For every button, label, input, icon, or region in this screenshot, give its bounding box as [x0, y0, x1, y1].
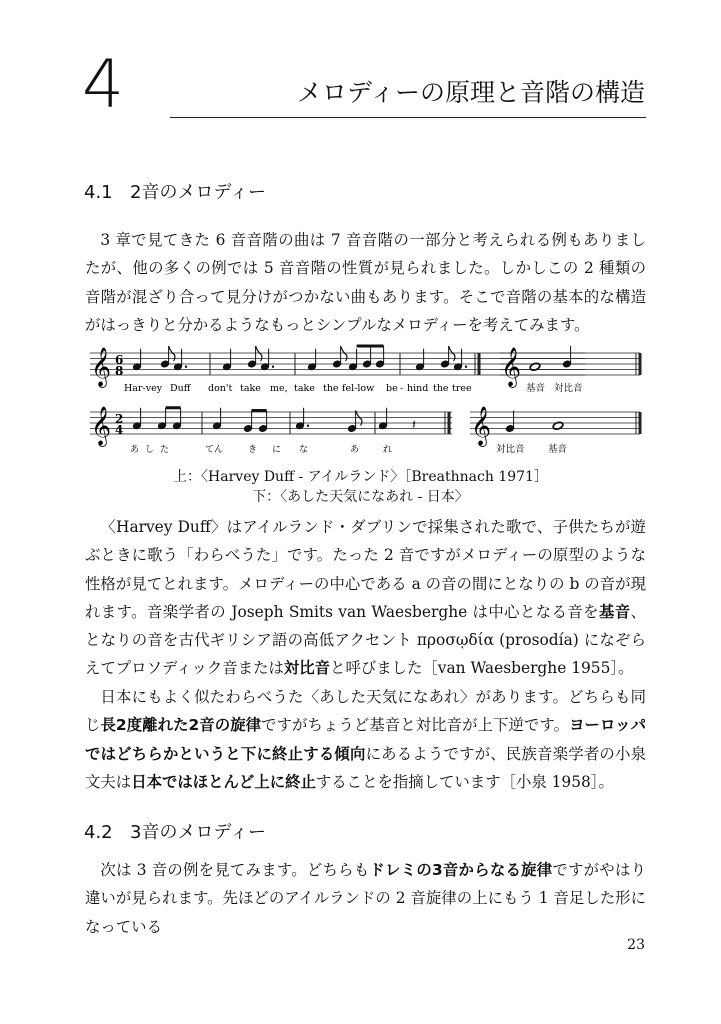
lyric: me, — [270, 383, 288, 394]
bold-term: ヨーロッパではどちらかというと下に終止する傾向 — [85, 716, 646, 763]
treble-clef-icon: 𝄞 — [501, 347, 522, 387]
note-head — [529, 362, 541, 371]
section-heading-4-1 — [84, 178, 266, 204]
text-run: ですがやはり違いが見られます。先ほどのアイルランドの 2 音旋律の上にもう 1 音足した形になっている — [85, 861, 646, 936]
section-number: 4.2 — [84, 822, 113, 843]
paragraph — [85, 513, 646, 683]
lyric: fel-low — [342, 383, 375, 394]
section-heading-4-2 — [84, 818, 266, 844]
lyric: take — [294, 383, 315, 394]
music-examples — [80, 340, 650, 470]
lyric: あ — [130, 445, 140, 455]
lyric: Har-vey — [124, 383, 163, 394]
lyric: あ — [350, 445, 360, 455]
dot — [307, 425, 309, 427]
bold-term: 長2度離れた2音の旋律 — [100, 716, 262, 735]
paragraph — [85, 856, 646, 941]
lyric: - — [400, 383, 404, 394]
lyric: に — [272, 445, 282, 455]
bold-term: ドレミの3音からなる旋律 — [369, 861, 553, 879]
text-run: することを指摘しています［小泉 1958］。 — [315, 772, 614, 791]
staff-label: 基音 — [548, 444, 568, 455]
staff-label: 基音 — [526, 383, 546, 394]
treble-clef-icon: 𝄞 — [91, 347, 112, 387]
bold-term: 対比音 — [283, 659, 331, 678]
lyric: the — [323, 383, 339, 394]
lyric: な — [299, 445, 309, 455]
lyric: Duff — [170, 383, 191, 394]
chapter-rule — [170, 117, 646, 118]
text-run: ですがちょうど基音と対比音が上下逆です。 — [261, 716, 570, 735]
lyric: take — [240, 383, 261, 394]
quarter-rest-icon: 𝄽 — [412, 418, 416, 433]
text-run: 〈Harvey Duff〉はアイルランド・ダブリンで採集された歌で、子供たちが遊ぶときに歌う「わらべうた」です。たった 2 音ですがメロディーの原型のような性格が見てとれます。メロディーの中心である a の音の間にとなりの b の音が現れます。音楽学者の Joseph Smits van Waesberghe は中心となる音を — [85, 518, 646, 621]
bold-term: 基音 — [598, 602, 631, 621]
time-signature-top: 6 — [115, 353, 124, 367]
paragraph — [85, 226, 646, 339]
lyric: れ — [383, 445, 393, 455]
lyric: き — [248, 445, 258, 455]
caption-bottom: 下：〈あした天気になあれ - 日本〉 — [252, 489, 469, 505]
text-run: 、となりの音を古代ギリシア語の高低アクセント προσῳδία (prosodía) になぞらえてプロソディック音または — [85, 602, 646, 678]
chapter-title: メロディーの原理と音階の構造 — [296, 78, 645, 107]
lyric: don't — [208, 383, 233, 394]
time-signature-bottom: 8 — [115, 364, 124, 378]
dot — [185, 366, 187, 368]
treble-clef-icon: 𝄞 — [471, 406, 492, 446]
section-number: 4.1 — [84, 182, 113, 203]
text-run: 次は 3 音の例を見てみます。どちらも — [100, 861, 370, 879]
note-head — [552, 421, 564, 430]
lyric: し — [145, 445, 155, 455]
text-run: と呼びました［van Waesberghe 1955］。 — [330, 659, 634, 678]
text-run: 3 章で見てきた 6 音音階の曲は 7 音音階の一部分と考えられる例もありましたが、他の多くの例では 5 音音階の性質が見られました。しかしこの 2 種類の音階が混ざり合って見分けがつかない曲もあります。そこで音階の基本的な構造がはっきりと分かるようなもっとシンプルなメロディーを考えてみます。 — [85, 231, 646, 334]
dot — [272, 366, 274, 368]
bold-term: 日本ではほとんど上に終止 — [131, 772, 316, 791]
page-number: 23 — [627, 937, 645, 953]
time-signature-bottom: 4 — [115, 423, 124, 437]
section-title: 2音のメロディー — [130, 182, 267, 203]
lyric: tree — [452, 383, 472, 394]
caption-top: 上：〈Harvey Duff - アイルランド〉［Breathnach 1971］ — [173, 469, 548, 485]
dot — [465, 366, 467, 368]
staff-label: 対比音 — [554, 383, 583, 394]
time-signature-top: 2 — [115, 412, 124, 426]
text-run: 日本にもよく似たわらべうた〈あした天気になあれ〉があります。どちらも同じ — [85, 688, 646, 735]
staff-label: 対比音 — [496, 444, 525, 455]
lyric: the — [433, 383, 449, 394]
section-title: 3音のメロディー — [130, 822, 267, 843]
lyric: hind — [407, 383, 429, 394]
chapter-number: 4 — [82, 46, 124, 123]
lyric: てん — [205, 445, 224, 455]
paragraph — [85, 683, 646, 796]
text-run: にあるようですが、民族音楽学者の小泉文夫は — [85, 744, 646, 791]
lyric: be — [386, 383, 398, 394]
treble-clef-icon: 𝄞 — [91, 406, 112, 446]
lyric: た — [160, 445, 170, 455]
